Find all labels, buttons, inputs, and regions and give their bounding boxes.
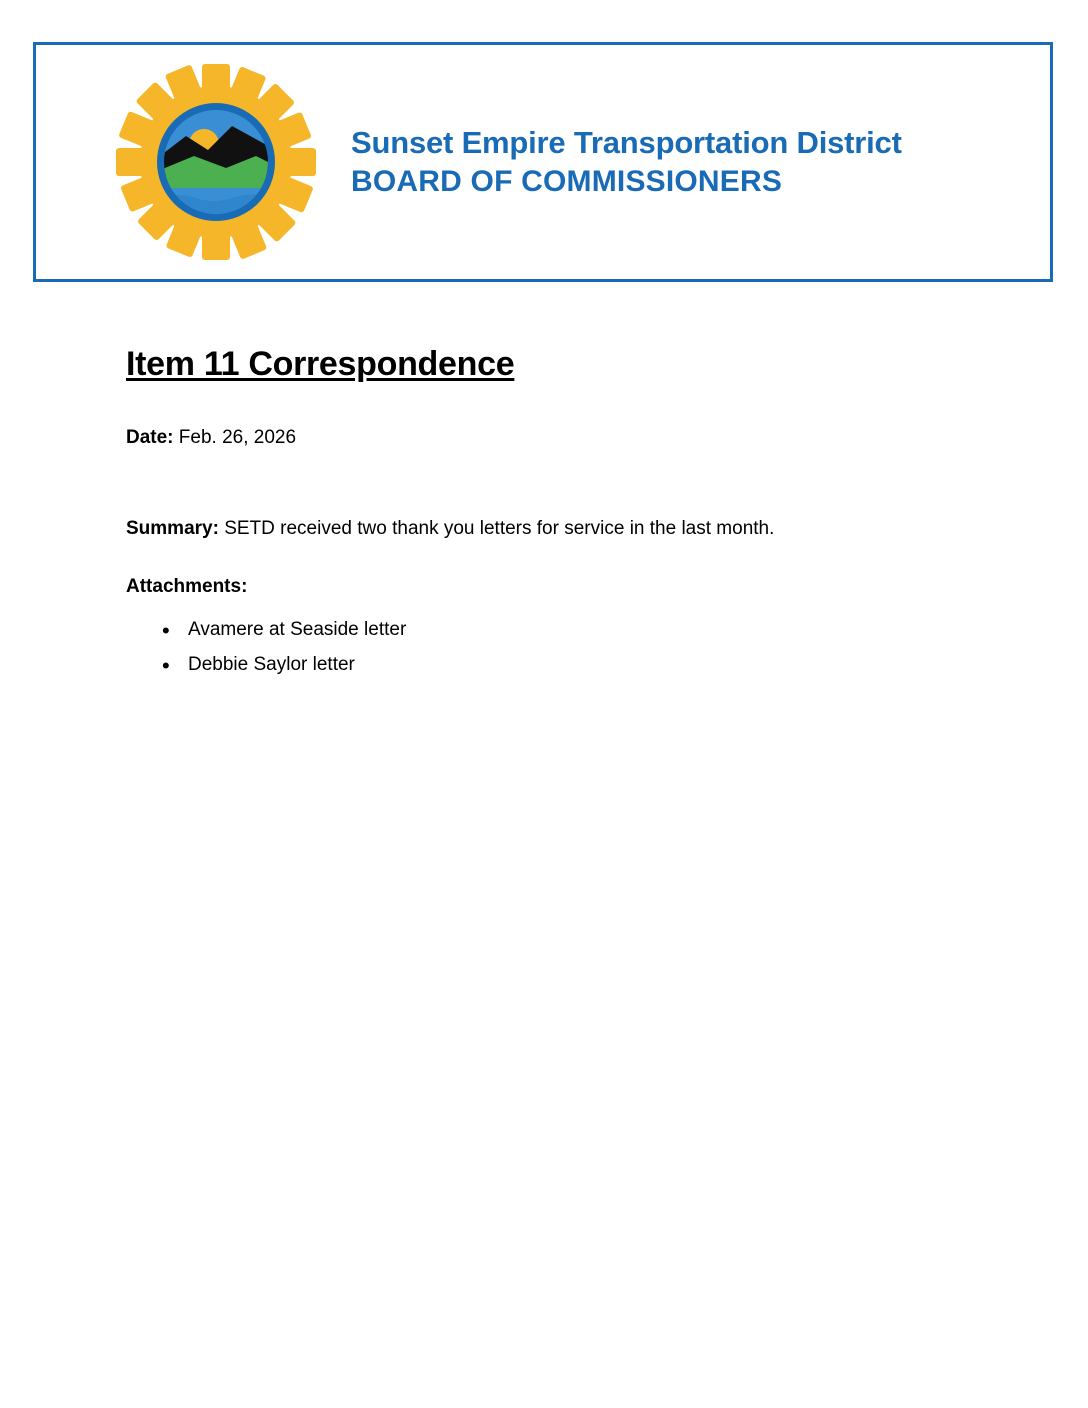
summary-value: SETD received two thank you letters for service in the last month.: [218, 517, 775, 539]
organization-name: Sunset Empire Transportation District: [351, 124, 902, 160]
list-item: • Avamere at Seaside letter: [188, 612, 1026, 647]
date-value: Feb. 26, 2026: [173, 427, 297, 448]
document-content: [126, 345, 1026, 682]
attachments-list: [126, 612, 1026, 682]
date-line: [126, 424, 1026, 453]
summary-label: Summary:: [126, 517, 219, 539]
date-label: Date:: [126, 427, 174, 448]
summary-line: [126, 515, 1026, 544]
page-title: Item 11 Correspondence: [126, 345, 515, 383]
setd-gear-sunset-logo: [116, 64, 316, 260]
board-name: BOARD OF COMMISSIONERS: [351, 164, 783, 198]
list-item: • Debbie Saylor letter: [188, 647, 1026, 682]
header-text-block: [351, 124, 902, 200]
attachments-label: Attachments:: [126, 576, 248, 597]
logo-container: [111, 62, 321, 262]
header-banner: [33, 42, 1053, 282]
